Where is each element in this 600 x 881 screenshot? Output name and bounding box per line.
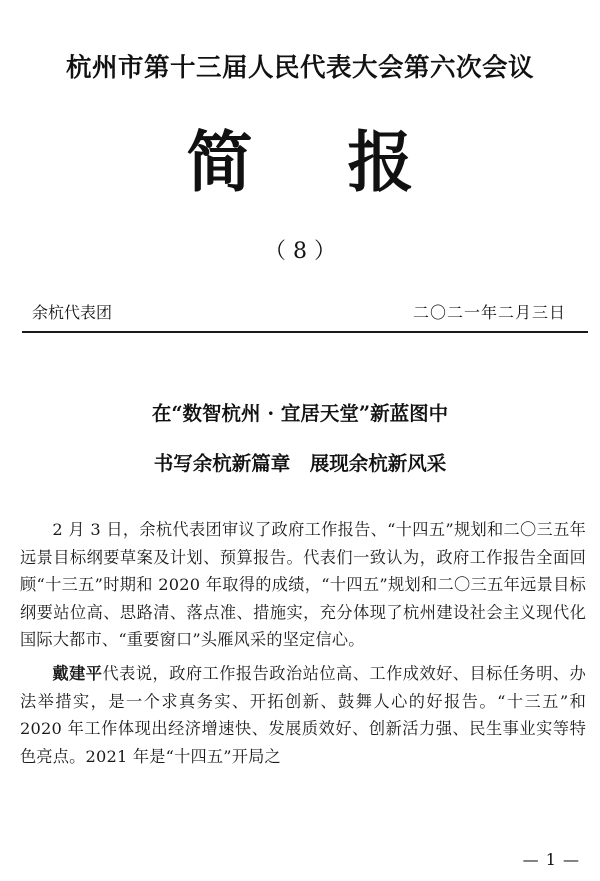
meeting-title: 杭州市第十三届人民代表大会第六次会议 <box>65 53 534 83</box>
page-number: — 1 — <box>522 850 580 869</box>
paragraph-2-text: 代表说，政府工作报告政治站位高、工作成效好、目标任务明、办法举措实，是一个求真务实、开拓创新、鼓舞人心的好报告。“十三五”和 2020 年工作体现出经济增速快、发展质效好、创新活力强、民生事业实等特色亮点。2021 年是“十四五”开局之 <box>20 663 586 766</box>
paragraph-1: 2 月 3 日，余杭代表团审议了政府工作报告、“十四五”规划和二〇三五年远景目标纲要草案及计划、预算报告。代表们一致认为，政府工作报告全面回顾“十三五”时期和 2020 年取得的成绩，“十四五”规划和二〇三五年远景目标纲要站位高、思路清、落点准、措施实，充分体现了杭州建设社会主义现代化国际大都市、“重要窗口”头雁风采的坚定信心。 <box>20 520 586 650</box>
issue-date: 二〇二一年二月三日 <box>412 303 566 322</box>
bulletin-title <box>0 124 600 201</box>
paragraph-2 <box>20 660 586 770</box>
issue-number: （ 8 ） <box>264 239 336 264</box>
article-headline-line-1: 在“数智杭州 · 宜居天堂”新蓝图中 <box>151 402 449 425</box>
bulletin-title-char-1: 简 <box>186 124 253 201</box>
delegation-name: 余杭代表团 <box>32 303 113 322</box>
header-divider <box>22 331 588 333</box>
article-body <box>20 516 586 770</box>
speaker-name: 戴建平 <box>52 663 103 683</box>
article-headline-line-2: 书写余杭新篇章 展现余杭新风采 <box>153 452 447 475</box>
bulletin-title-char-2: 报 <box>347 124 414 201</box>
